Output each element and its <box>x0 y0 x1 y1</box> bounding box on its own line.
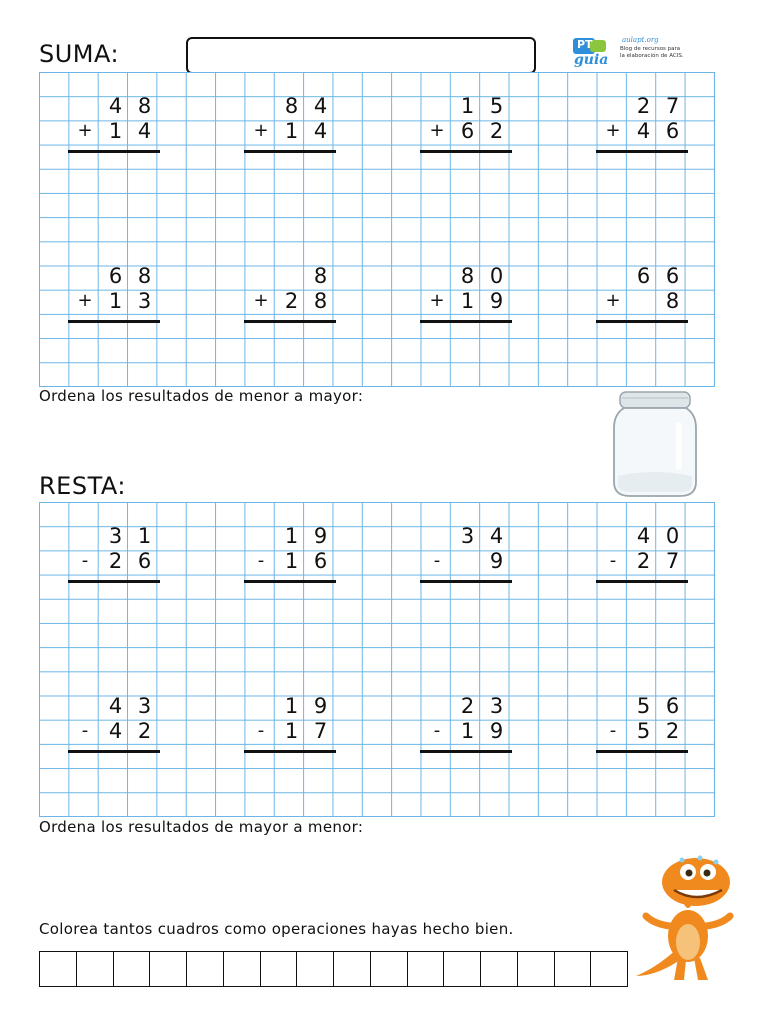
footer-instruction: Colorea tantos cuadros como operaciones hayas hecho bien. <box>39 920 514 938</box>
suma-title: SUMA: <box>39 40 120 68</box>
operand-bottom <box>420 289 512 313</box>
score-box[interactable] <box>408 952 445 986</box>
suma-operation <box>596 92 688 172</box>
operator-sign: - <box>81 550 89 571</box>
digit: 6 <box>665 119 680 143</box>
digit: 6 <box>665 694 680 718</box>
operator-sign: - <box>81 720 89 741</box>
operator-sign: + <box>77 290 93 311</box>
operand-top <box>244 694 336 718</box>
digit: 4 <box>108 694 123 718</box>
digit: 6 <box>313 549 328 573</box>
score-box[interactable] <box>334 952 371 986</box>
suma-operation <box>244 92 336 172</box>
score-box[interactable] <box>261 952 298 986</box>
digit: 2 <box>636 549 651 573</box>
suma-operation <box>420 262 512 342</box>
operand-bottom <box>596 119 688 143</box>
digit: 6 <box>665 264 680 288</box>
digit: 1 <box>460 289 475 313</box>
digit: 3 <box>137 694 152 718</box>
resta-operation <box>68 522 160 602</box>
digit: 4 <box>489 524 504 548</box>
digit: 8 <box>665 289 680 313</box>
digit: 2 <box>284 289 299 313</box>
digit: 8 <box>313 289 328 313</box>
operand-top <box>420 94 512 118</box>
logo-tagline: Blog de recursos para la elaboración de ACIS. <box>620 46 684 59</box>
operand-top <box>596 524 688 548</box>
resta-operation <box>596 692 688 772</box>
operator-sign: + <box>77 120 93 141</box>
score-box[interactable] <box>114 952 151 986</box>
score-box[interactable] <box>444 952 481 986</box>
digit: 1 <box>284 694 299 718</box>
resta-grid <box>39 502 715 817</box>
result-line <box>596 150 688 153</box>
digit: 7 <box>665 94 680 118</box>
operand-bottom <box>596 289 688 313</box>
result-line <box>420 320 512 323</box>
resta-operation <box>596 522 688 602</box>
suma-operation <box>596 262 688 342</box>
digit: 1 <box>137 524 152 548</box>
score-box[interactable] <box>77 952 114 986</box>
operand-bottom <box>420 119 512 143</box>
result-line <box>68 750 160 753</box>
operand-bottom <box>596 719 688 743</box>
logo-site: aulapt.org <box>622 36 659 44</box>
digit: 7 <box>665 549 680 573</box>
result-line <box>68 150 160 153</box>
resta-instruction: Ordena los resultados de mayor a menor: <box>39 818 364 836</box>
digit: 1 <box>460 94 475 118</box>
digit: 2 <box>665 719 680 743</box>
operand-top <box>420 264 512 288</box>
digit: 7 <box>313 719 328 743</box>
digit: 3 <box>460 524 475 548</box>
operator-sign: - <box>257 720 265 741</box>
operand-bottom <box>244 289 336 313</box>
operand-top <box>596 694 688 718</box>
operand-top <box>68 694 160 718</box>
operator-sign: - <box>257 550 265 571</box>
operand-top <box>244 94 336 118</box>
digit: 9 <box>313 694 328 718</box>
operand-bottom <box>68 289 160 313</box>
operator-sign: + <box>605 290 621 311</box>
digit: 4 <box>313 94 328 118</box>
resta-operation <box>68 692 160 772</box>
operator-sign: - <box>433 720 441 741</box>
operand-top <box>596 94 688 118</box>
result-line <box>68 320 160 323</box>
logo <box>572 36 682 72</box>
suma-operation <box>420 92 512 172</box>
resta-operation <box>420 692 512 772</box>
operator-sign: + <box>253 120 269 141</box>
suma-operation <box>244 262 336 342</box>
digit: 0 <box>489 264 504 288</box>
result-line <box>68 580 160 583</box>
digit: 4 <box>137 119 152 143</box>
operand-top <box>244 264 336 288</box>
digit: 1 <box>284 524 299 548</box>
suma-operation <box>68 92 160 172</box>
digit: 1 <box>460 719 475 743</box>
operator-sign: - <box>433 550 441 571</box>
digit: 2 <box>108 549 123 573</box>
resta-operation <box>420 522 512 602</box>
logo-word: guia <box>574 52 609 68</box>
digit: 9 <box>489 289 504 313</box>
operand-top <box>596 264 688 288</box>
digit: 8 <box>313 264 328 288</box>
result-line <box>420 750 512 753</box>
resta-operation <box>244 522 336 602</box>
digit: 4 <box>636 524 651 548</box>
result-line <box>420 150 512 153</box>
operator-sign: - <box>609 550 617 571</box>
digit: 9 <box>489 719 504 743</box>
score-box[interactable] <box>40 952 77 986</box>
logo-mark-text: PT <box>577 38 593 51</box>
operand-bottom <box>68 719 160 743</box>
digit: 8 <box>137 264 152 288</box>
operand-top <box>68 94 160 118</box>
operand-top <box>68 264 160 288</box>
digit: 6 <box>636 264 651 288</box>
digit: 6 <box>137 549 152 573</box>
operand-bottom <box>420 719 512 743</box>
digit: 2 <box>636 94 651 118</box>
result-line <box>596 580 688 583</box>
digit: 2 <box>137 719 152 743</box>
digit: 3 <box>489 694 504 718</box>
operand-bottom <box>244 119 336 143</box>
score-box[interactable] <box>224 952 261 986</box>
operator-sign: + <box>253 290 269 311</box>
digit: 4 <box>636 119 651 143</box>
digit: 6 <box>108 264 123 288</box>
result-line <box>244 150 336 153</box>
operand-top <box>420 694 512 718</box>
result-line <box>596 750 688 753</box>
score-box[interactable] <box>371 952 408 986</box>
result-line <box>244 320 336 323</box>
result-line <box>420 580 512 583</box>
operand-top <box>420 524 512 548</box>
operand-bottom <box>244 549 336 573</box>
digit: 6 <box>460 119 475 143</box>
suma-instruction: Ordena los resultados de menor a mayor: <box>39 387 364 405</box>
resta-title: RESTA: <box>39 472 126 500</box>
score-box[interactable] <box>591 952 627 986</box>
dinosaur-icon <box>630 848 742 988</box>
name-field[interactable] <box>186 37 536 74</box>
operator-sign: + <box>605 120 621 141</box>
digit: 8 <box>460 264 475 288</box>
operand-bottom <box>420 549 512 573</box>
digit: 9 <box>313 524 328 548</box>
digit: 5 <box>489 94 504 118</box>
operand-bottom <box>596 549 688 573</box>
resta-operation <box>244 692 336 772</box>
suma-grid <box>39 72 715 387</box>
digit: 2 <box>489 119 504 143</box>
jar-icon <box>610 388 700 500</box>
operand-bottom <box>244 719 336 743</box>
digit: 4 <box>313 119 328 143</box>
digit: 8 <box>137 94 152 118</box>
operand-bottom <box>68 119 160 143</box>
digit: 0 <box>665 524 680 548</box>
operator-sign: + <box>429 120 445 141</box>
operand-bottom <box>68 549 160 573</box>
result-line <box>244 750 336 753</box>
operator-sign: + <box>429 290 445 311</box>
digit: 5 <box>636 694 651 718</box>
operand-top <box>244 524 336 548</box>
score-boxes <box>39 951 628 987</box>
digit: 5 <box>636 719 651 743</box>
score-box[interactable] <box>481 952 518 986</box>
digit: 3 <box>108 524 123 548</box>
score-box[interactable] <box>518 952 555 986</box>
score-box[interactable] <box>187 952 224 986</box>
digit: 9 <box>489 549 504 573</box>
result-line <box>596 320 688 323</box>
result-line <box>244 580 336 583</box>
operator-sign: - <box>609 720 617 741</box>
digit: 1 <box>108 119 123 143</box>
digit: 1 <box>284 549 299 573</box>
digit: 4 <box>108 719 123 743</box>
score-box[interactable] <box>297 952 334 986</box>
suma-operation <box>68 262 160 342</box>
digit: 3 <box>137 289 152 313</box>
score-box[interactable] <box>555 952 592 986</box>
digit: 1 <box>284 719 299 743</box>
score-box[interactable] <box>150 952 187 986</box>
operand-top <box>68 524 160 548</box>
digit: 1 <box>108 289 123 313</box>
digit: 8 <box>284 94 299 118</box>
digit: 2 <box>460 694 475 718</box>
digit: 4 <box>108 94 123 118</box>
digit: 1 <box>284 119 299 143</box>
